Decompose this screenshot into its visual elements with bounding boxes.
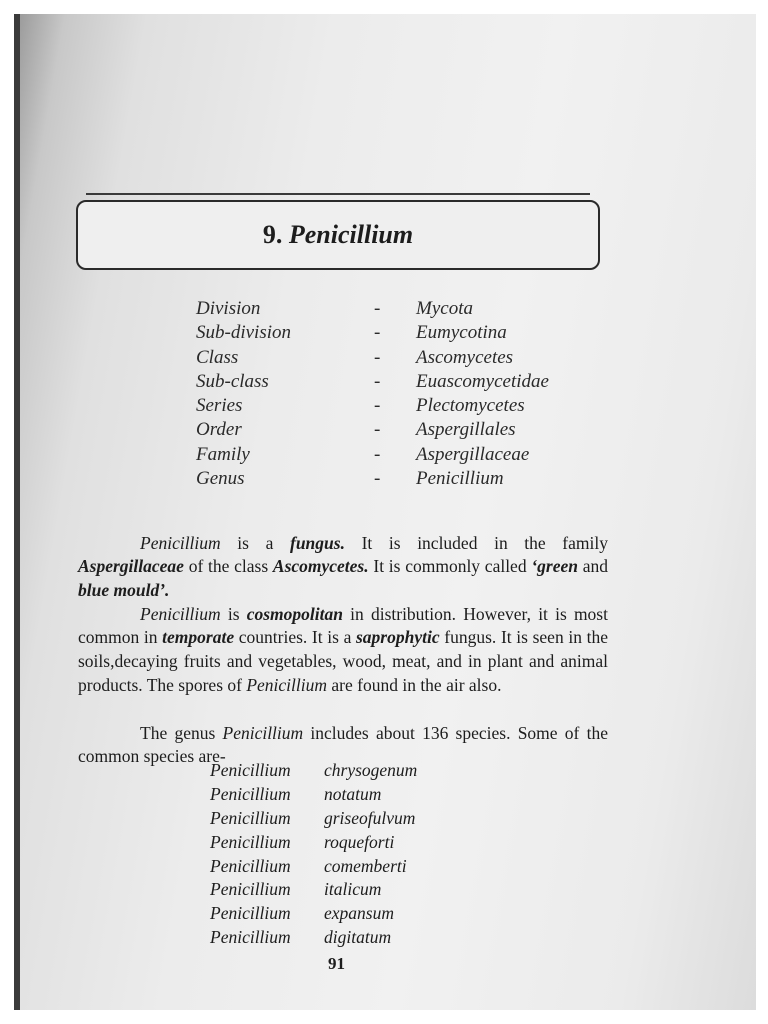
taxonomy-rank: Class — [196, 346, 239, 368]
species-item — [210, 784, 417, 808]
taxonomy-value: Ascomycetes — [416, 346, 514, 368]
species-genus: Penicillium — [210, 807, 291, 828]
taxonomy-rank: Sub-division — [196, 322, 291, 344]
text-run: It is commonly called — [368, 556, 532, 577]
taxonomy-value: Aspergillales — [416, 419, 516, 441]
taxonomy-row — [196, 347, 549, 371]
species-item — [210, 832, 417, 856]
taxonomy-rank: Series — [196, 395, 243, 417]
taxonomy-separator: - — [374, 468, 381, 490]
taxonomy-row — [196, 444, 549, 468]
keyword: fungus. — [290, 532, 345, 553]
book-page — [14, 14, 756, 1010]
taxonomy-rank: Sub-class — [196, 370, 269, 392]
chapter-name: Penicillium — [288, 220, 414, 249]
text-run: in distribution. However, it is most common in — [78, 603, 608, 648]
taxonomy-separator: - — [374, 298, 381, 319]
species-epithet: roqueforti — [324, 831, 395, 852]
keyword: saprophytic — [356, 627, 440, 648]
species-epithet: notatum — [324, 783, 382, 804]
taxonomy-separator: - — [374, 395, 381, 417]
species-genus: Penicillium — [210, 831, 291, 852]
taxonomy-value: Penicillium — [416, 468, 504, 490]
taxonomy-list — [196, 298, 549, 492]
species-epithet: digitatum — [324, 927, 392, 948]
taxonomy-separator: - — [374, 322, 381, 344]
taxonomy-row — [196, 298, 549, 322]
taxonomy-value: Plectomycetes — [416, 395, 525, 417]
species-item — [210, 879, 417, 903]
text-run: It is included in the family — [344, 532, 608, 553]
species-item — [210, 856, 417, 880]
intro-paragraph — [78, 532, 608, 603]
text-run: of the class — [183, 556, 273, 577]
text-run: The genus — [140, 722, 223, 743]
genus-name: Penicillium — [222, 722, 304, 743]
species-item — [210, 760, 417, 784]
taxonomy-separator: - — [374, 419, 381, 441]
taxonomy-rank: Genus — [196, 468, 245, 490]
family-name: Aspergillaceae — [78, 556, 184, 577]
taxonomy-rank: Family — [196, 443, 250, 465]
species-epithet: griseofulvum — [324, 807, 416, 828]
species-epithet: chrysogenum — [324, 760, 418, 780]
taxonomy-separator: - — [374, 346, 381, 368]
common-name: blue mould’. — [78, 579, 170, 600]
text-run: are found in the air also. — [327, 674, 502, 695]
species-genus: Penicillium — [210, 879, 291, 900]
taxonomy-row — [196, 322, 549, 346]
species-list — [210, 760, 417, 951]
taxonomy-separator: - — [374, 370, 381, 392]
taxonomy-row — [196, 419, 549, 443]
text-run: fungus. It is seen in the soils,decaying fruits and vegetables, wood, meat, and in plant and animal products. The spores of — [78, 627, 608, 695]
chapter-title-box — [76, 200, 600, 270]
text-run: is — [220, 603, 247, 624]
taxonomy-row — [196, 468, 549, 492]
species-item — [210, 903, 417, 927]
chapter-title — [263, 220, 413, 250]
species-epithet: italicum — [324, 879, 382, 900]
taxonomy-row — [196, 395, 549, 419]
species-epithet: expansum — [324, 903, 394, 924]
species-item — [210, 927, 417, 951]
text-run: countries. It is a — [234, 627, 356, 648]
chapter-number: 9. — [262, 220, 283, 249]
keyword: cosmopolitan — [246, 603, 343, 624]
taxonomy-rank: Division — [196, 298, 261, 319]
text-run: includes about 136 species. Some of the common species are- — [78, 722, 608, 767]
taxonomy-value: Aspergillaceae — [416, 443, 530, 465]
genus-name: Penicillium — [140, 603, 221, 624]
species-genus: Penicillium — [210, 783, 291, 804]
taxonomy-value: Euascomycetidae — [416, 370, 549, 392]
page-number: 91 — [328, 954, 345, 973]
text-run: is a — [220, 532, 290, 553]
species-genus: Penicillium — [210, 927, 291, 948]
distribution-paragraph — [78, 603, 608, 698]
taxonomy-rank: Order — [196, 419, 242, 441]
text-run: and — [577, 556, 608, 577]
species-item — [210, 808, 417, 832]
species-genus: Penicillium — [210, 903, 291, 924]
species-genus: Penicillium — [210, 855, 291, 876]
class-name: Ascomycetes. — [272, 556, 369, 577]
taxonomy-value: Eumycotina — [416, 322, 507, 344]
taxonomy-row — [196, 371, 549, 395]
keyword: temporate — [162, 627, 235, 648]
taxonomy-value: Mycota — [416, 298, 473, 319]
genus-name: Penicillium — [140, 532, 221, 553]
species-genus: Penicillium — [210, 760, 291, 780]
taxonomy-separator: - — [374, 443, 381, 465]
species-epithet: comemberti — [324, 855, 407, 876]
genus-name: Penicillium — [246, 674, 328, 695]
common-name: ‘green — [531, 556, 578, 577]
